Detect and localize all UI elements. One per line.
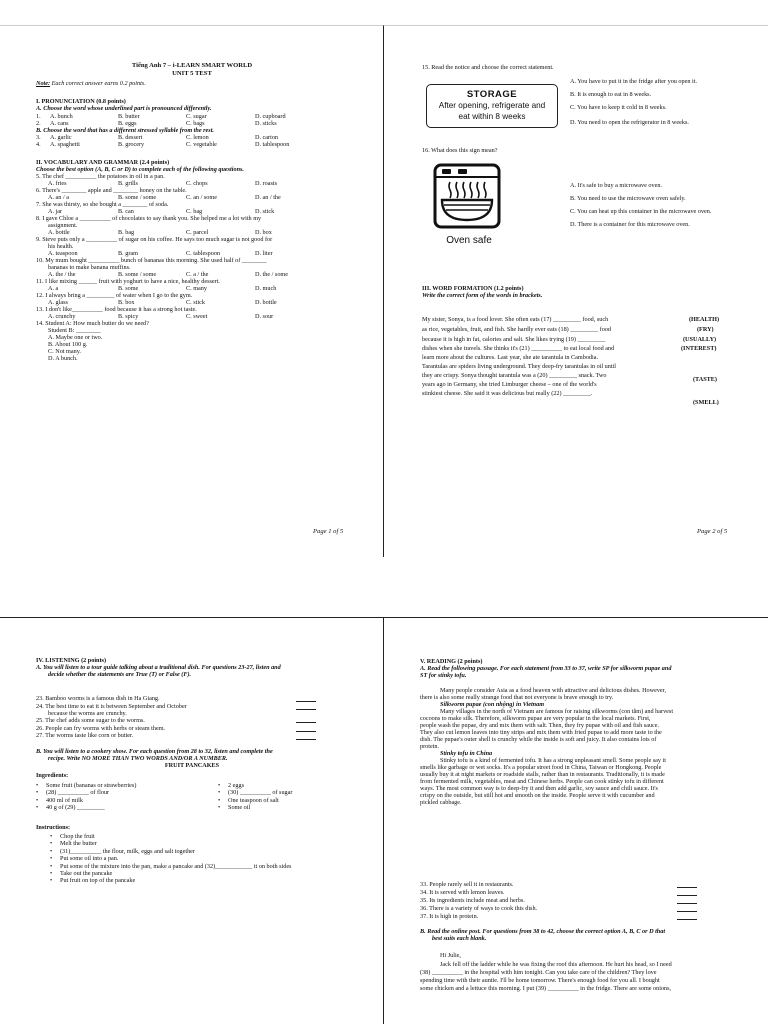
answer-blank[interactable] (296, 709, 316, 710)
option-b: B. grocery (118, 141, 145, 148)
passage-line: there is also some really strange food that not everyone is brave enough to try. (420, 694, 614, 701)
section-1-b: B. Choose the word that has a different stressed syllable from the rest. (36, 127, 214, 134)
answer-blank[interactable] (677, 895, 697, 896)
question-12: 12. I always bring a _________ of water when I go to the gym. (36, 292, 193, 299)
question-14: 14. Student A: How much butter do we need? (36, 320, 149, 327)
option-d: D. liter (255, 250, 273, 257)
option-d: D. much (255, 285, 277, 292)
option-b: B. some (118, 285, 139, 292)
oven-safe-caption: Oven safe (446, 235, 492, 246)
word-prompt: (USUALLY) (683, 336, 717, 343)
option-c: C. an / some (186, 194, 217, 201)
passage-line: pickled cabbage. (420, 799, 462, 806)
section-5-a: A. Read the following passage. For each statement from 33 to 37, write SP for silkworm pupae and (420, 665, 672, 672)
question-number: 3. (36, 134, 41, 141)
ingredients-right-list (218, 782, 292, 812)
option-d: D. You need to open the refrigerator in 8 weeks. (570, 119, 689, 126)
option-a: A. glass (48, 299, 68, 306)
answer-blank[interactable] (677, 919, 697, 920)
page-3 (0, 617, 384, 1024)
option-a: A. cans (50, 120, 69, 127)
passage-line: Many people consider Asia as a food heaven with attractive and delicious dishes. However, (440, 687, 667, 694)
option-c: C. lemon (186, 134, 209, 141)
word-prompt: (SMELL) (693, 399, 719, 406)
paragraph-line: My sister, Sonya, is a food lover. She often eats (17) _________ food, such (422, 316, 609, 323)
statement: 33. People rarely sell it in restaurants. (420, 881, 514, 888)
option-c: C. Not many. (48, 348, 81, 355)
question-10-cont: bananas to make banana muffins. (48, 264, 131, 271)
question-5: 5. The chef __________ the potatoes in oil in a pan. (36, 173, 165, 180)
option-b: B. It is enough to eat in 8 weeks. (570, 91, 652, 98)
question-14-cont: Student B: ________ (48, 327, 101, 334)
question-16: 16. What does this sign mean? (422, 147, 498, 154)
test-subtitle: UNIT 5 TEST (172, 70, 212, 77)
passage-line: protein. (420, 743, 440, 750)
letter-line: spending time with their auntie. I'll be home tomorrow. There's enough food for you all. I bought (420, 977, 660, 984)
passage-line: Many villages in the north of Vietnam are famous for raising silkworms (con tằm) and harvest (440, 708, 674, 715)
question-15: 15. Read the notice and choose the correct statement. (422, 64, 554, 71)
list-item: • 400 ml of milk (36, 797, 136, 804)
option-a: A. a (48, 285, 59, 292)
section-3-a: Write the correct form of the words in brackets. (422, 292, 543, 299)
option-b: B. gram (118, 250, 138, 257)
option-d: D. stick (255, 208, 275, 215)
option-c: C. vegetable (186, 141, 217, 148)
word-prompt: (FRY) (697, 326, 714, 333)
statement: 34. It is served with lemon leaves. (420, 889, 505, 896)
paragraph-line: dishes when she travels. She thinks it's (21) __________ to eat local food and (422, 345, 615, 352)
storage-line-2: eat within 8 weeks (458, 112, 526, 121)
paragraph-line: stinkiest cheese. She said it was delicious but really (22) _________. (422, 390, 593, 397)
paragraph-line: they are crispy. Sonya thought tarantula was a (20) _________ snack. Two (422, 372, 607, 379)
option-d: D. There is a container for this microwave oven. (570, 221, 690, 228)
option-d: D. carton (255, 134, 279, 141)
answer-blank[interactable] (677, 887, 697, 888)
microwave-oven-safe-icon (432, 162, 502, 230)
list-item: • (30) __________ of sugar (218, 789, 292, 796)
option-c: C. bags (186, 120, 205, 127)
statement: 35. Its ingredients include meat and herbs. (420, 897, 525, 904)
section-4-a: A. You will listen to a tour guide talking about a traditional dish. For questions 23-27, listen and (36, 664, 281, 671)
option-d: D. sour (255, 313, 274, 320)
option-c: C. parcel (186, 229, 209, 236)
option-d: D. the / some (255, 271, 288, 278)
list-item: • Melt the butter (50, 840, 291, 847)
test-title: Tiếng Anh 7 – i-LEARN SMART WORLD (131, 62, 253, 69)
option-b: B. grills (118, 180, 138, 187)
option-b: B. butter (118, 113, 140, 120)
list-item: • Put fruit on top of the pancake (50, 877, 291, 884)
statement: 36. There is a variety of ways to cook this dish. (420, 905, 538, 912)
option-c: C. stick (186, 299, 205, 306)
option-d: D. tablespoon (255, 141, 290, 148)
option-c: C. tablespoon (186, 250, 221, 257)
question-8: 8. I gave Chloe a __________ of chocolates to say thank you. She helped me a lot with my (36, 215, 262, 222)
question-9: 9. Steve puts only a __________ of sugar on his coffee. He says too much sugar is not good for (36, 236, 273, 243)
letter-line: some chicken and a lettuce this morning. I put (39) __________ in the fridge. There are some onions, (420, 985, 672, 992)
section-4-b-cont: recipe. Write NO MORE THAN TWO WORDS AND/OR A NUMBER. (48, 755, 228, 762)
option-c: C. You can heat up this container in the microwave oven. (570, 208, 712, 215)
passage-heading-2: Stinky tofu in China (440, 750, 493, 757)
option-c: C. sweet (186, 313, 208, 320)
option-b: B. some / some (118, 194, 157, 201)
question-25: 25. The chef adds some sugar to the worms. (36, 717, 145, 724)
option-c: C. chops (186, 180, 208, 187)
letter-greeting: Hi Julie, (440, 952, 461, 959)
option-b: B. bag (118, 229, 135, 236)
question-11: 11. I like mixing ______ fruit with yoghurt to have a nice, healthy dessert. (36, 278, 220, 285)
section-4-title: IV. LISTENING (2 points) (36, 657, 107, 664)
note (36, 80, 146, 87)
answer-blank[interactable] (296, 739, 316, 740)
option-b: B. some / some (118, 271, 157, 278)
passage-line: smells like garbage or wet socks. It's a popular street food in China, Taiwan or Hongkong. People (420, 764, 662, 771)
section-4-a-cont: decide whether the statements are True (T) or False (F). (48, 671, 192, 678)
option-a: A. teaspoon (48, 250, 78, 257)
question-24-cont: because the worms are crunchy. (48, 710, 127, 717)
passage-line: from fermented milk, vegetables, meat and Chinese herbs. People can cook stinky tofu in different (420, 778, 664, 785)
option-d: D. cupboard (255, 113, 286, 120)
answer-blank[interactable] (677, 903, 697, 904)
question-23: 23. Bamboo worms is a famous dish in Ha Giang. (36, 695, 160, 702)
question-6: 6. There's ________ apple and ________ honey on the table. (36, 187, 187, 194)
option-c: C. sugar (186, 113, 207, 120)
passage-line: Stinky tofu is a kind of fermented tofu. It has a strong unpleasant smell. Some people say it (440, 757, 666, 764)
option-b: B. eggs (118, 120, 137, 127)
section-2-title: II. VOCABULARY AND GRAMMAR (2.4 points) (36, 159, 170, 166)
option-a: A. fries (48, 180, 67, 187)
list-item: • 2 eggs (218, 782, 292, 789)
list-item: • One teaspoon of salt (218, 797, 292, 804)
option-a: A. crunchy (48, 313, 76, 320)
passage-line: crispy on the outside, but still hot and smooth on the inside. People serve it with cucumber and (420, 792, 655, 799)
word-prompt: (INTEREST) (681, 345, 717, 352)
letter-line: (38) __________ in the hospital with him tonight. Can you take care of the children? They love (420, 969, 657, 976)
question-27: 27. The worms taste like corn or butter. (36, 732, 134, 739)
paragraph-line: as rice, vegetables, fruit, and fish. She hardly ever eats (18) _________ food (422, 326, 612, 333)
question-number: 1. (36, 113, 41, 120)
storage-title: STORAGE (466, 89, 518, 100)
option-a: A. the / the (48, 271, 76, 278)
page-2 (384, 25, 768, 557)
question-7: 7. She was thirsty, so she bought a ________ of soda. (36, 201, 169, 208)
paragraph-line: learn more about the cultures. Last year, she ate tarantula in Cambodia. (422, 354, 599, 361)
note-label: Note: (36, 80, 51, 87)
option-b: B. box (118, 299, 135, 306)
list-item: • (31)__________ the flour, milk, eggs and salt together (50, 848, 291, 855)
section-5-title: V. READING (2 points) (420, 658, 483, 665)
question-24: 24. The best time to eat it is between September and October (36, 703, 187, 710)
letter-line: Jack fell off the ladder while he was fixing the roof this afternoon. He hurt his head, so I need (440, 961, 672, 968)
passage-line: They also cut lemon leaves into tiny strips and mix them with fried pupae to add more taste to the (420, 729, 662, 736)
option-a: A. bottle (48, 229, 70, 236)
answer-blank[interactable] (677, 911, 697, 912)
question-13: 13. I don't like__________ food because it has a strong hot taste. (36, 306, 197, 313)
passage-line: usually buy it at night markets or roadside stalls, rather than in restaurants. Traditionally, it is made (420, 771, 665, 778)
list-item: • Put some of the mixture into the pan, make a pancake and (32)____________ it on both sides (50, 863, 291, 870)
option-d: D. box (255, 229, 272, 236)
passage-line: cocoons to make silk. Therefore, silkworm pupae are very popular in the local markets. First, (420, 715, 651, 722)
question-9-cont: his health. (48, 243, 74, 250)
option-b: B. dessert (118, 134, 143, 141)
page-1 (0, 25, 384, 557)
option-a: A. jar (48, 208, 63, 215)
option-a: A. It's safe to buy a microwave oven. (570, 182, 663, 189)
instructions-list (50, 833, 291, 885)
section-5-b-cont: best suits each blank. (432, 935, 487, 942)
passage-line: ways. The most common way is to deep-fry it and then add garlic, soy sauce and chili sauce. It's (420, 785, 658, 792)
option-d: D. A bunch. (48, 355, 78, 362)
question-number: 2. (36, 120, 41, 127)
list-item: • Some oil (218, 804, 292, 811)
ingredients-label: Ingredients: (36, 772, 69, 779)
section-1-title: I. PRONUNCIATION (0.8 points) (36, 98, 126, 105)
answer-blank[interactable] (296, 731, 316, 732)
list-item: • Put some oil into a pan. (50, 855, 291, 862)
paragraph-line: years ago in Germany, she tried Limburger cheese – one of the world's (422, 381, 597, 388)
word-prompt: (TASTE) (693, 376, 717, 383)
option-a: A. spaghetti (50, 141, 80, 148)
section-1-a: A. Choose the word whose underlined part is pronounced differently. (36, 105, 212, 112)
section-5-a-cont: ST for stinky tofu. (420, 672, 467, 679)
option-a: A. an / a (48, 194, 69, 201)
question-number: 4. (36, 141, 41, 148)
storage-line-1: After opening, refrigerate and (438, 101, 546, 110)
question-8-cont: assignment. (48, 222, 78, 229)
question-26: 26. People can fry worms with herbs or steam them. (36, 725, 166, 732)
instructions-label: Instructions: (36, 824, 71, 831)
option-c: C. You have to keep it cold in 8 weeks. (570, 104, 667, 111)
ingredients-left-list (36, 782, 136, 812)
option-d: D. roasts (255, 180, 277, 187)
word-prompt: (HEALTH) (689, 316, 720, 323)
option-a: A. You have to put it in the fridge after you open it. (570, 78, 697, 85)
option-b: B. You need to use the microwave oven safely. (570, 195, 686, 202)
option-c: C. many (186, 285, 207, 292)
recipe-title: FRUIT PANCAKES (164, 762, 220, 769)
question-10: 10. My mum bought __________ bunch of bananas this morning. She used half of ________ (36, 257, 267, 264)
storage-notice (426, 84, 558, 128)
option-b: B. About 100 g. (48, 341, 88, 348)
section-4-b: B. You will listen to a cookery show. For each question from 28 to 32, listen and complete the (36, 748, 273, 755)
option-a: A. bunch (50, 113, 73, 120)
option-a: A. Maybe one or two. (48, 334, 103, 341)
option-d: D. sticks (255, 120, 277, 127)
option-b: B. can (118, 208, 134, 215)
passage-heading-1: Silkworm pupae (con nhộng) in Vietnam (440, 701, 545, 708)
paragraph-line: Tarantulas are spiders living underground. They deep-fry tarantulas in oil until (422, 363, 617, 370)
section-3-title: III. WORD FORMATION (1.2 points) (422, 285, 524, 292)
section-5-b: B. Read the online post. For questions from 38 to 42, choose the correct option A, B, C or D that (420, 928, 666, 935)
answer-blank[interactable] (296, 701, 316, 702)
option-b: B. spicy (118, 313, 139, 320)
option-c: C. bag (186, 208, 203, 215)
option-d: D. bottle (255, 299, 277, 306)
list-item: • Take out the pancake (50, 870, 291, 877)
page-footer: Page 1 of 5 (313, 528, 344, 535)
list-item: • Some fruit (bananas or strawberries) (36, 782, 136, 789)
page-footer: Page 2 of 5 (697, 528, 728, 535)
answer-blank[interactable] (296, 722, 316, 723)
passage-line: people wash the pupae, dry and mix them with salt. Then, they fry pupae with oil and fish sauce. (420, 722, 660, 729)
list-item: • 40 g of (29) _________ (36, 804, 136, 811)
list-item: • Chop the fruit (50, 833, 291, 840)
option-c: C. a / the (186, 271, 209, 278)
paragraph-line: because it is high in fat, calories and salt. She likes trying (19) _________ (422, 336, 606, 343)
option-d: D. an / the (255, 194, 281, 201)
passage-line: dish. The pupae's outer shell is crunchy while the inside is soft and juicy. It also contains lots of (420, 736, 657, 743)
section-2-a: Choose the best option (A, B, C or D) to complete each of the following questions. (36, 166, 244, 173)
page-4 (384, 617, 768, 1024)
note-text: Each correct answer earns 0.2 points. (50, 80, 146, 87)
option-a: A. garlic (50, 134, 72, 141)
statement: 37. It is high in protein. (420, 913, 479, 920)
list-item: • (28) __________ of flour (36, 789, 136, 796)
